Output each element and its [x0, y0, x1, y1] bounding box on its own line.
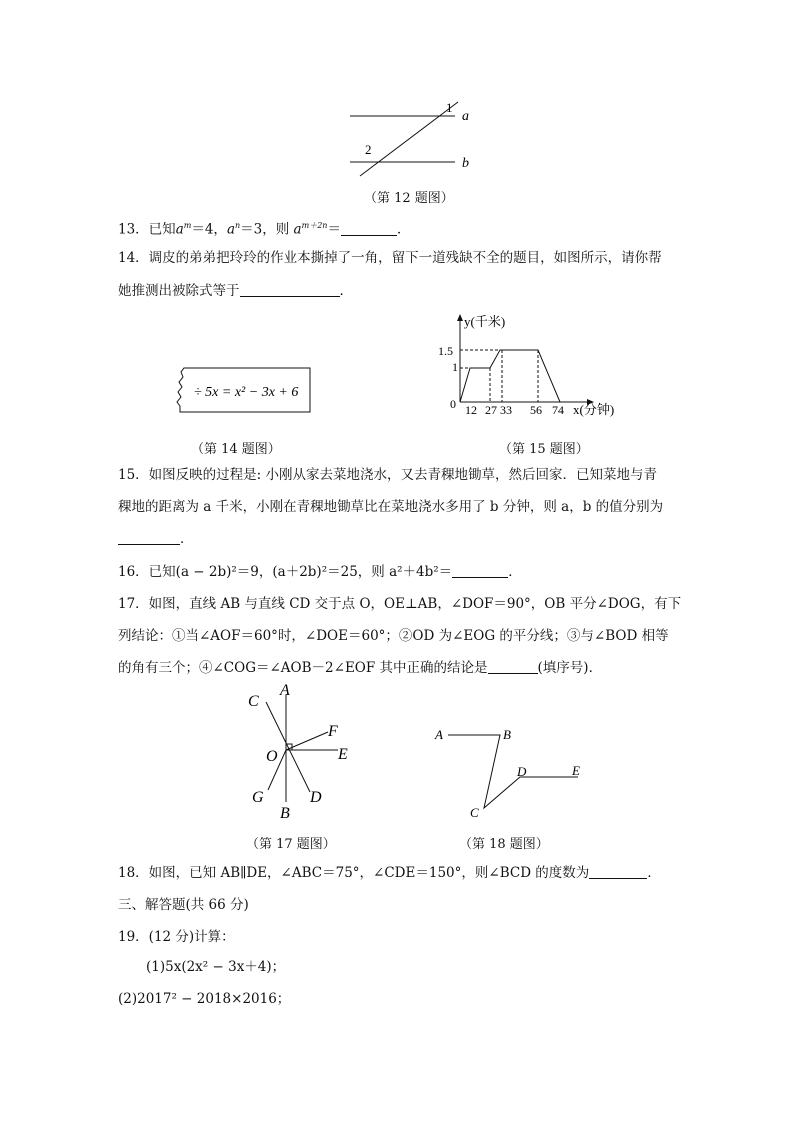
- question-16: 16．已知(a − 2b)²＝9，(a＋2b)²＝25，则 a²＋4b²＝ ．: [118, 564, 522, 580]
- figure-12-caption: （第 12 题图）: [364, 191, 454, 206]
- figure-15: [430, 312, 630, 420]
- label-C: C: [248, 693, 259, 710]
- question-17-line-2: 列结论：①当∠AOF＝60°时，∠DOE＝60°；②OD 为∠EOG 的平分线；③与∠BOD 相等: [118, 628, 669, 644]
- label-D: D: [517, 764, 527, 779]
- angle-1-label: 1: [446, 100, 453, 115]
- answer-blank[interactable]: [452, 565, 508, 578]
- answer-blank[interactable]: [118, 532, 180, 545]
- label-D: D: [310, 789, 322, 806]
- angle-2-label: 2: [365, 142, 372, 157]
- label-G: G: [252, 789, 264, 806]
- figure-18: [430, 720, 590, 825]
- x-tick-56: 56: [530, 403, 542, 417]
- question-17-line-3: 的角有三个；④∠COG＝∠AOB－2∠EOF 其中正确的结论是 (填序号)．: [118, 660, 603, 676]
- x-axis-label: x(分钟): [573, 402, 615, 417]
- label-F: F: [328, 723, 338, 740]
- y-tick-1: 1: [452, 360, 458, 374]
- figure-14-caption: （第 14 题图）: [191, 442, 281, 457]
- figure-15-caption: （第 15 题图）: [499, 442, 589, 457]
- label-B: B: [280, 805, 290, 822]
- question-14-line-2: 她推测出被除式等于 ．: [118, 283, 353, 299]
- division-expression: ÷ 5x = x² − 3x + 6: [194, 385, 299, 400]
- question-13: 13．已知$a^m=4$，$a^n=3$，则 $a^{m+2n}=$ ．: [118, 221, 411, 238]
- label-E: E: [572, 763, 580, 778]
- label-B: B: [503, 727, 511, 742]
- label-O: O: [266, 748, 278, 765]
- answer-blank[interactable]: [488, 661, 538, 674]
- x-tick-74: 74: [552, 403, 564, 417]
- y-tick-1.5: 1.5: [438, 344, 453, 358]
- label-C: C: [470, 805, 479, 820]
- x-tick-27: 27: [485, 403, 497, 417]
- question-15-line-3: ．: [118, 530, 194, 548]
- figure-17-caption: （第 17 题图）: [246, 837, 336, 852]
- y-axis-label: y(千米): [464, 314, 506, 329]
- section-title: 三、解答题(共 66 分): [118, 897, 249, 913]
- line-CD: [266, 702, 310, 792]
- label-E: E: [338, 746, 348, 763]
- question-19-part-2: (2)2017² − 2018×2016；: [118, 991, 291, 1007]
- question-17-line-1: 17．如图，直线 AB 与直线 CD 交于点 O，OE⊥AB，∠DOF＝90°，OB 平分∠DOG，有下: [118, 596, 682, 612]
- y-axis-arrow: [457, 314, 463, 321]
- figure-18-caption: （第 18 题图）: [459, 837, 549, 852]
- distance-time-graph: [460, 350, 560, 402]
- label-A: A: [435, 727, 443, 742]
- answer-blank[interactable]: [341, 223, 397, 236]
- line-b-label: b: [462, 156, 469, 171]
- question-18: 18．如图，已知 AB∥DE，∠ABC＝75°，∠CDE＝150°，则∠BCD 的度数为 ．: [118, 865, 661, 881]
- question-19-title: 19．(12 分)计算：: [118, 929, 235, 945]
- answer-blank[interactable]: [240, 284, 340, 297]
- figure-17: [240, 680, 360, 825]
- answer-blank[interactable]: [589, 866, 647, 879]
- label-A: A: [280, 682, 290, 699]
- x-tick-33: 33: [500, 403, 512, 417]
- transversal: [360, 102, 458, 176]
- path-ABCDE: [448, 735, 578, 808]
- figure-12: [340, 98, 490, 178]
- origin-label: 0: [450, 397, 456, 411]
- question-15-line-1: 15．如图反映的过程是: 小刚从家去菜地浇水，又去青稞地锄草，然后回家．已知菜地与青: [118, 467, 658, 483]
- line-a-label: a: [462, 109, 469, 124]
- question-15-line-2: 稞地的距离为 a 千米，小刚在青稞地锄草比在菜地浇水多用了 b 分钟，则 a，b 的值分别为: [118, 499, 664, 515]
- x-tick-12: 12: [465, 403, 477, 417]
- question-14-line-1: 14．调皮的弟弟把玲玲的作业本撕掉了一角，留下一道残缺不全的题目，如图所示，请你帮: [118, 250, 662, 266]
- figure-14: [170, 362, 320, 422]
- question-19-part-1: (1)5x(2x² − 3x＋4)；: [146, 959, 286, 975]
